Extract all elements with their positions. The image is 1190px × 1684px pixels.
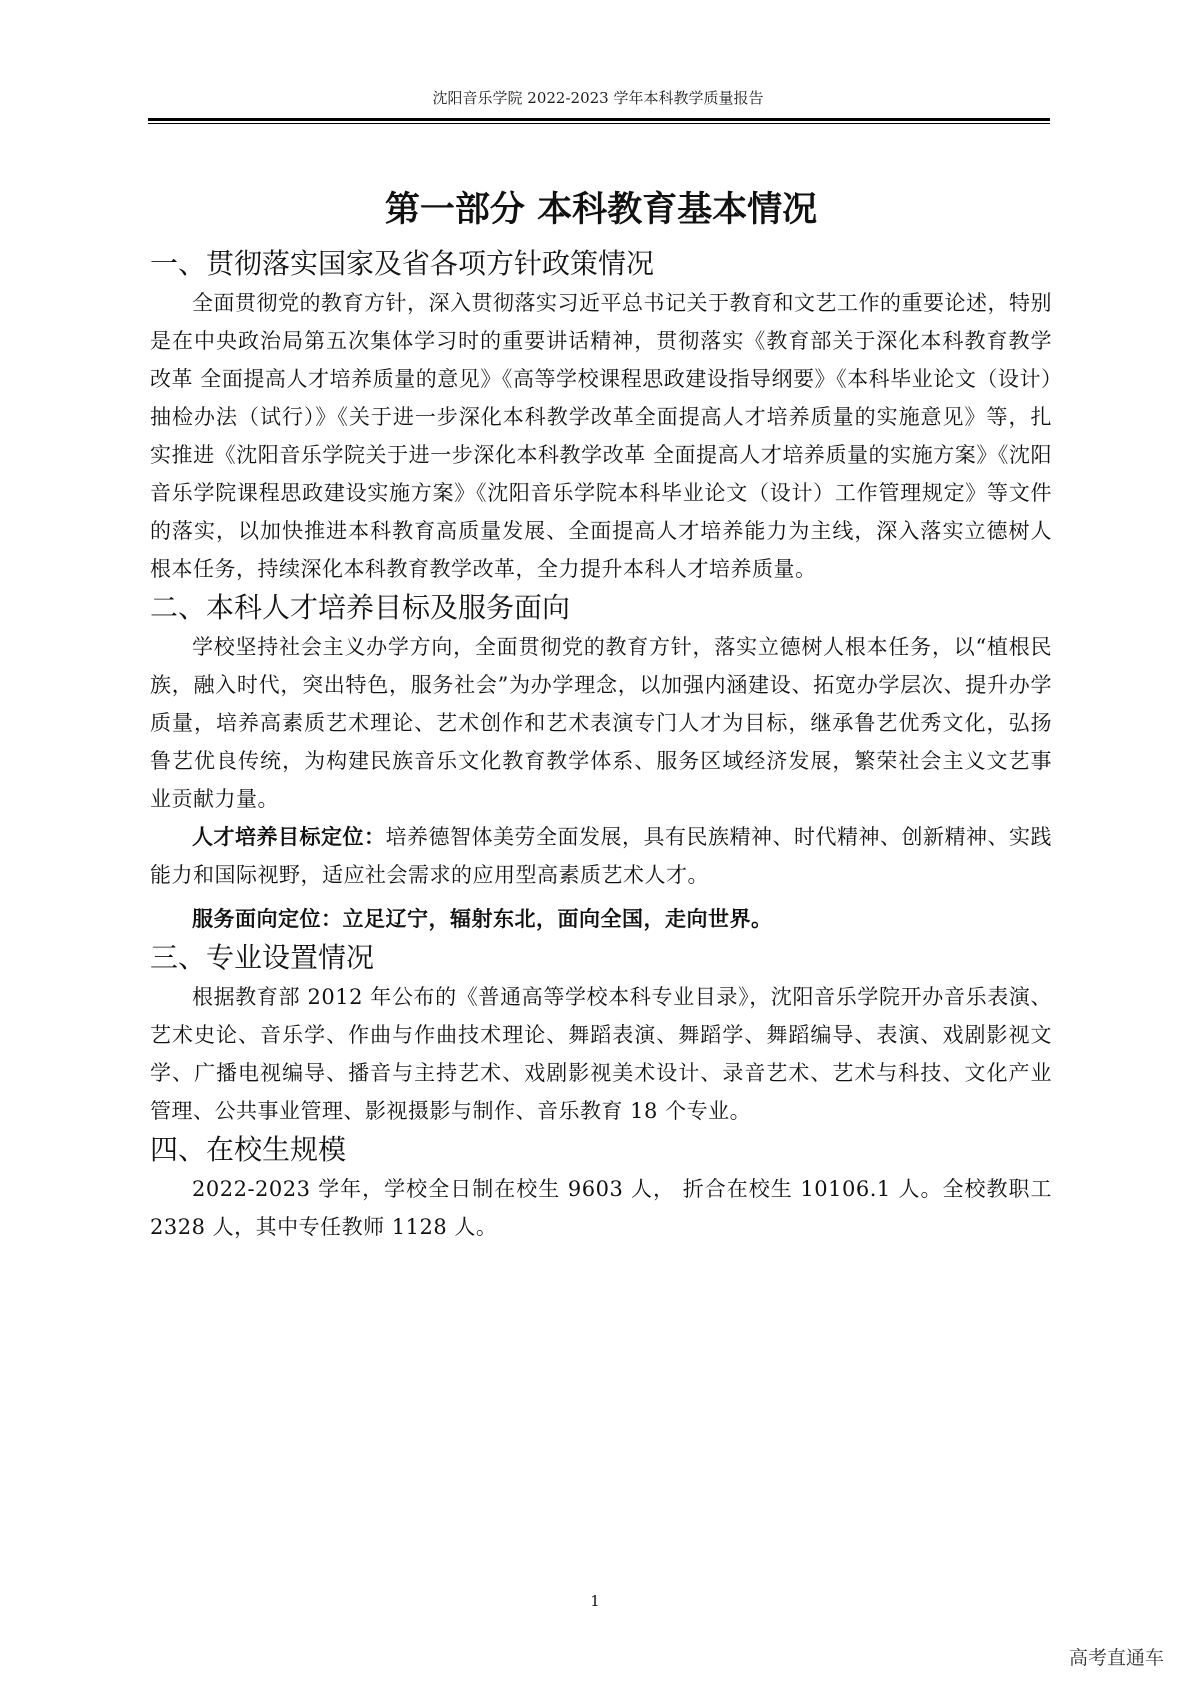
paragraph-policy: 全面贯彻党的教育方针，深入贯彻落实习近平总书记关于教育和文艺工作的重要论述，特别是在中央政治局第五次集体学习时的重要讲话精神，贯彻落实《教育部关于深化本科教育教学改革 全面提高人才培养质量的意见》《高等学校课程思政建设指导纲要》《本科毕业论文（设计）抽检办法（试行）》《关于进一步深化本科教学改革全面提高人才培养质量的实施意见》等，扎实推进《沈阳音乐学院关于进一步深化本科教学改革 全面提高人才培养质量的实施方案》《沈阳音乐学院课程思政建设实施方案》《沈阳音乐学院本科毕业论文（设计）工作管理规定》等文件的落实，以加快推进本科教育高质量发展、全面提高人才培养能力为主线，深入落实立德树人根本任务，持续深化本科教育教学改革，全力提升本科人才培养质量。 [150,291,1052,581]
paragraph-enrollment: 2022-2023 学年，学校全日制在校生 9603 人， 折合在校生 10106.1 人。全校教职工 2328 人，其中专任教师 1128 人。 [150,1177,1052,1239]
part-title: 第一部分 本科教育基本情况 [384,190,818,230]
header-rule-thin [148,123,1050,124]
header-rule [148,118,1050,121]
paragraph-goals: 学校坚持社会主义办学方向，全面贯彻党的教育方针，落实立德树人根本任务，以“植根民族，融入时代，突出特色，服务社会”为办学理念，以加强内涵建设、拓宽办学层次、提升办学质量，培养高素质艺术理论、艺术创作和艺术表演专门人才为目标，继承鲁艺优秀文化，弘扬鲁艺优良传统，为构建民族音乐文化教育教学体系、服务区域经济发展，繁荣社会主义文艺事业贡献力量。 [150,635,1052,811]
paragraph-majors: 根据教育部 2012 年公布的《普通高等学校本科专业目录》，沈阳音乐学院开办音乐表演、艺术史论、音乐学、作曲与作曲技术理论、舞蹈表演、舞蹈学、舞蹈编导、表演、戏剧影视文学、广播电视编导、播音与主持艺术、戏剧影视美术设计、录音艺术、艺术与科技、文化产业管理、公共事业管理、影视摄影与制作、音乐教育 18 个专业。 [150,985,1052,1123]
talent-goal-label: 人才培养目标定位： [192,825,386,849]
running-header: 沈阳音乐学院 2022-2023 学年本科教学质量报告 [432,89,764,107]
section-heading-policy: 一、贯彻落实国家及省各项方针政策情况 [150,247,655,280]
watermark: 高考直通车 [1068,1647,1164,1669]
page-number: 1 [590,1592,600,1610]
talent-goal-text: 培养德智体美劳全面发展，具有民族精神、时代精神、创新精神、实践能力和国际视野，适应社会需求的应用型高素质艺术人才。 [150,825,1052,887]
section-heading-majors: 三、专业设置情况 [150,941,375,974]
section-heading-enrollment: 四、在校生规模 [150,1133,347,1166]
paragraph-service-orientation: 服务面向定位：立足辽宁，辐射东北，面向全国，走向世界。 [192,907,773,931]
paragraph-talent-goal [150,818,1052,894]
main-content [150,186,1052,1246]
section-heading-goals: 二、本科人才培养目标及服务面向 [150,591,571,624]
